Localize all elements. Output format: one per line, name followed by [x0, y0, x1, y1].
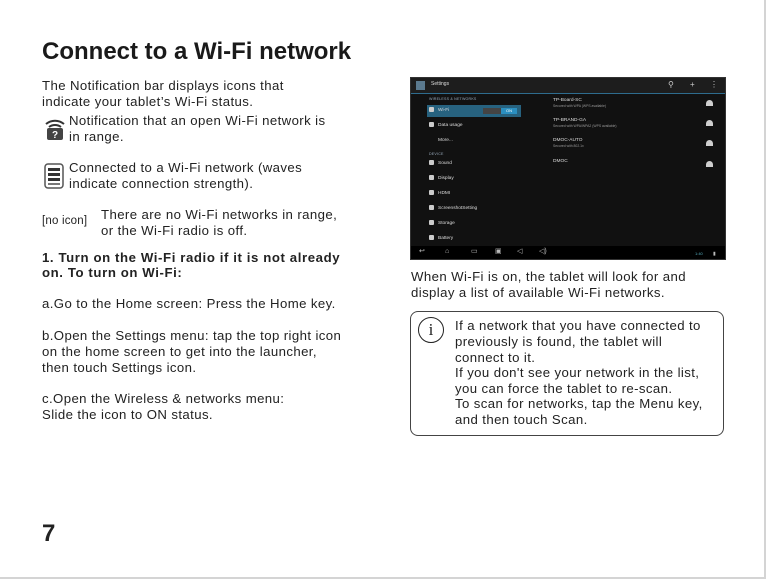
note-line-6: To scan for networks, tap the Menu key,: [455, 396, 703, 411]
network-row: [553, 98, 713, 118]
section-wireless-networks: WIRELESS & NETWORKS: [429, 97, 477, 101]
settings-item-label: More...: [438, 138, 453, 143]
data-usage-icon: [429, 122, 434, 127]
settings-item-sound: [427, 158, 521, 170]
settings-item-more: [427, 135, 521, 147]
network-name: DMOC: [553, 159, 568, 164]
wifi-open-network-icon: [44, 114, 66, 142]
step-c-line-1: c.Open the Wireless & networks menu:: [42, 391, 285, 406]
note-line-1: If a network that you have connected to: [455, 318, 701, 333]
volume-down-icon: ◁: [517, 248, 523, 255]
wifi-signal-icon: [706, 100, 713, 106]
battery-icon: [429, 235, 434, 240]
back-icon: ↩: [419, 248, 425, 255]
network-row: [553, 159, 713, 179]
svg-text:?: ?: [51, 130, 59, 141]
wifi-signal-icon: [706, 140, 713, 146]
open-network-line-2: in range.: [69, 129, 124, 144]
settings-item-label: HDMI: [438, 191, 451, 196]
connected-line-1: Connected to a Wi-Fi network (waves: [69, 160, 303, 175]
step-a: a.Go to the Home screen: Press the Home key.: [42, 296, 336, 311]
wifi-icon: [429, 107, 434, 112]
tablet-clock: 1:40: [695, 251, 703, 256]
note-line-4: If you don't see your network in the list,: [455, 365, 700, 380]
wifi-signal-icon: [706, 120, 713, 126]
connected-line-2: indicate connection strength).: [69, 176, 254, 191]
settings-item-data-usage: [427, 120, 521, 132]
tablet-settings-list: [425, 94, 521, 246]
home-icon: ⌂: [445, 248, 450, 255]
settings-app-icon: [416, 81, 425, 90]
when-on-line-2: display a list of available Wi-Fi networks.: [411, 285, 665, 300]
network-name: TP-Board-SC: [553, 98, 582, 103]
section-device: DEVICE: [429, 152, 444, 156]
wifi-signal-icon: [706, 161, 713, 167]
intro-line-1: The Notification bar displays icons that: [42, 78, 284, 93]
note-line-2: previously is found, the tablet will: [455, 334, 663, 349]
wifi-toggle: [483, 108, 517, 114]
settings-item-screenshot: [427, 203, 521, 215]
settings-item-hdmi: [427, 188, 521, 200]
add-network-icon: +: [690, 80, 695, 89]
display-icon: [429, 175, 434, 180]
tablet-settings-screenshot: [410, 77, 726, 260]
settings-item-label: Sound: [438, 161, 452, 166]
network-security: Secured with WPA (WPS available): [553, 104, 607, 108]
when-on-line-1: When Wi-Fi is on, the tablet will look for and: [411, 269, 686, 284]
note-line-7: and then touch Scan.: [455, 412, 588, 427]
network-security: Secured with WPA/WPA2 (WPS available): [553, 124, 617, 128]
step1-line-2: on. To turn on Wi-Fi:: [42, 265, 183, 280]
tablet-settings-title: Settings: [431, 81, 450, 87]
step-b-line-2: on the home screen to get into the launcher,: [42, 344, 317, 359]
sound-icon: [429, 160, 434, 165]
screenshot-key-icon: ▣: [495, 248, 502, 255]
open-network-line-1: Notification that an open Wi-Fi network is: [69, 113, 326, 128]
step1-line-1: 1. Turn on the Wi-Fi radio if it is not already: [42, 250, 341, 265]
wps-icon: ⚲: [668, 80, 674, 89]
overflow-menu-icon: ⋮: [710, 80, 718, 89]
tablet-action-bar: [411, 78, 725, 94]
settings-item-label: Battery: [438, 236, 454, 241]
network-row: [553, 138, 713, 158]
storage-icon: [429, 220, 434, 225]
network-name: TP-BRAND-GA: [553, 118, 587, 123]
wifi-connected-icon: [44, 163, 64, 189]
step-b-line-1: b.Open the Settings menu: tap the top right icon: [42, 328, 342, 343]
settings-item-display: [427, 173, 521, 185]
tablet-system-bar: [411, 246, 725, 259]
settings-item-wifi: [427, 105, 521, 117]
settings-item-label: Storage: [438, 221, 455, 226]
wifi-toggle-label: ON: [501, 108, 517, 114]
step-c-line-2: Slide the icon to ON status.: [42, 407, 213, 422]
settings-item-battery: [427, 233, 521, 245]
no-network-line-1: There are no Wi-Fi networks in range,: [101, 207, 338, 222]
volume-up-icon: ◁): [539, 248, 547, 255]
network-security: Secured with 802.1x: [553, 144, 584, 148]
settings-item-label: Data usage: [438, 123, 463, 128]
note-line-5: you can force the tablet to re-scan.: [455, 381, 673, 396]
network-row: [553, 118, 713, 138]
note-line-3: connect to it.: [455, 350, 536, 365]
network-name: DMOC-AUTO: [553, 138, 583, 143]
battery-status-icon: ▮: [713, 251, 716, 257]
page-number: 7: [42, 520, 56, 547]
settings-item-storage: [427, 218, 521, 230]
screenshot-icon: [429, 205, 434, 210]
step-b-line-3: then touch Settings icon.: [42, 360, 197, 375]
settings-item-label: Display: [438, 176, 454, 181]
page-title: Connect to a Wi-Fi network: [42, 38, 352, 65]
no-icon-label: [no icon]: [42, 215, 88, 227]
hdmi-icon: [429, 190, 434, 195]
intro-line-2: indicate your tablet’s Wi-Fi status.: [42, 94, 254, 109]
recent-apps-icon: ▭: [471, 248, 478, 255]
settings-item-label: ScreenshotSetting: [438, 206, 478, 211]
settings-item-label: Wi-Fi: [438, 108, 450, 113]
info-icon: i: [418, 317, 444, 343]
no-network-line-2: or the Wi-Fi radio is off.: [101, 223, 248, 238]
